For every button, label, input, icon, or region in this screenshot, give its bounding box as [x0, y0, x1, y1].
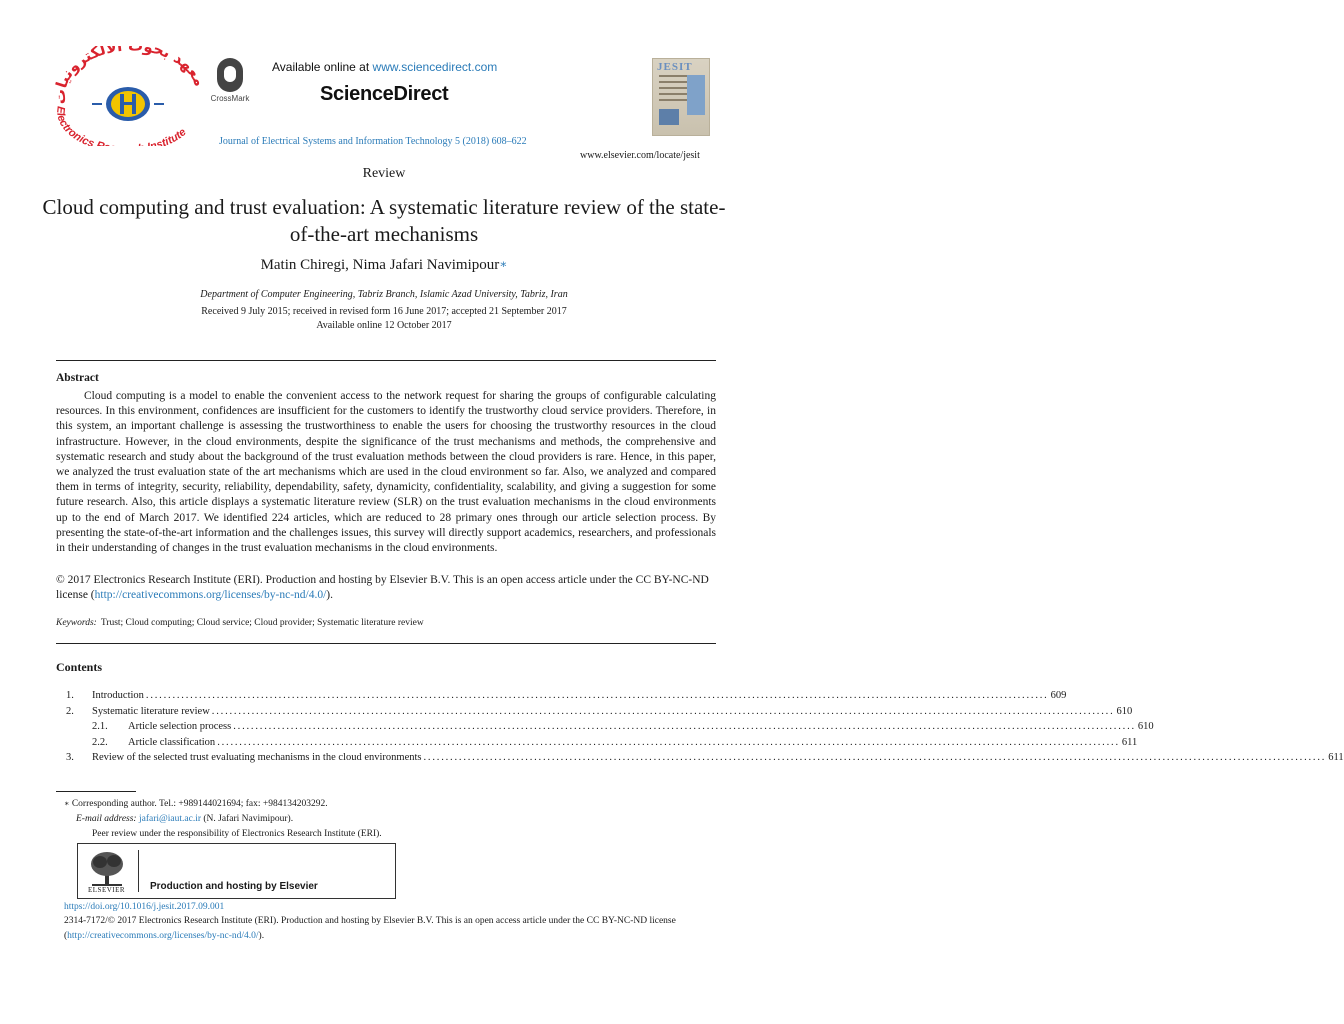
toc-number: 3. [66, 752, 74, 763]
corresponding-author-note [64, 799, 328, 809]
journal-cover-title: JESIT [657, 61, 693, 73]
affiliation: Department of Computer Engineering, Tabriz Branch, Islamic Azad University, Tabriz, Iran [200, 289, 568, 300]
toc-label: Article selection process [128, 721, 232, 732]
toc-number: 2.1. [92, 721, 108, 732]
production-hosting-label: Production and hosting by Elsevier [150, 881, 318, 892]
license-link[interactable]: http://creativecommons.org/licenses/by-nc-nd/4.0/ [94, 589, 327, 602]
peer-review-note: Peer review under the responsibility of Electronics Research Institute (ERI). [92, 829, 382, 839]
journal-cover-image [652, 58, 710, 136]
issn-text: 2314-7172/© 2017 Electronics Research Institute (ERI). Production and hosting by Elsevier B.V. This is an open access article under the CC BY-NC-ND license ( [64, 916, 676, 941]
toc-entry[interactable] [56, 720, 1154, 734]
email-link[interactable]: jafari@iaut.ac.ir [138, 814, 202, 824]
crossmark-icon[interactable] [210, 58, 250, 110]
publisher-logo [36, 46, 216, 146]
journal-cover-photo-2 [659, 109, 679, 125]
journal-cover-lines [659, 75, 689, 105]
toc-page: 610 [1116, 706, 1133, 717]
contents-heading: Contents [56, 660, 103, 674]
publisher-logo-arabic: معهد بحو الالكترونيات [50, 46, 209, 105]
issn-suffix: ). [258, 931, 265, 941]
divider [56, 360, 716, 361]
journal-reference[interactable]: Journal of Electrical Systems and Information Technology 5 (2018) 608–622 [219, 136, 527, 147]
authors-text: Matin Chiregi, Nima Jafari Navimipour [260, 257, 500, 273]
toc-label: Review of the selected trust evaluating mechanisms in the cloud environments [92, 752, 422, 763]
corresp-text: Corresponding author. Tel.: +989144021694; fax: +984134203292. [71, 799, 328, 809]
elsevier-production-box [77, 843, 396, 899]
toc-label: Systematic literature review [92, 706, 210, 717]
crossmark-label: CrossMark [210, 94, 250, 103]
toc-entry[interactable] [56, 736, 1138, 750]
issn-license-note [64, 914, 716, 944]
received-dates: Received 9 July 2015; received in revised form 16 June 2017; accepted 21 September 2017 [201, 306, 567, 317]
license-link[interactable]: http://creativecommons.org/licenses/by-nc-nd/4.0/ [67, 931, 259, 941]
available-prefix: Available online at [272, 60, 373, 74]
toc-entry[interactable] [56, 751, 1344, 765]
toc-leader: ............................................................................................................................................................................................................ [145, 690, 1049, 701]
email-note [76, 814, 293, 824]
email-label: E-mail address: [76, 814, 137, 824]
footnote-mark: ∗ [64, 799, 70, 808]
toc-number: 2. [66, 706, 74, 717]
elsevier-tree-icon [86, 850, 128, 890]
elsevier-wordmark: ELSEVIER [88, 886, 126, 894]
toc-label: Introduction [92, 690, 144, 701]
toc-page: 611 [1121, 737, 1138, 748]
sciencedirect-link[interactable]: www.sciencedirect.com [372, 60, 498, 74]
toc-number: 2.2. [92, 737, 108, 748]
footnote-rule [56, 791, 136, 792]
copyright-text: © 2017 Electronics Research Institute (ERI). Production and hosting by Elsevier B.V. This is an open access article under the CC BY-NC-ND license ( [56, 574, 709, 602]
abstract-heading: Abstract [56, 372, 99, 384]
toc-number: 1. [66, 690, 74, 701]
divider [56, 643, 716, 644]
publisher-logo-english: Electronics stitute [53, 105, 189, 146]
journal-url[interactable]: www.elsevier.com/locate/jesit [580, 150, 700, 161]
article-title: Cloud computing and trust evaluation: A systematic literature review of the state-of-the-art mechanisms [42, 195, 726, 246]
author-list [0, 257, 768, 274]
keywords-label: Keywords: [56, 618, 97, 628]
doi-link[interactable]: https://doi.org/10.1016/j.jesit.2017.09.001 [64, 902, 225, 912]
toc-leader: ............................................................................................................................................................................................................ [423, 752, 1327, 763]
toc-page: 610 [1137, 721, 1154, 732]
abstract-body: Cloud computing is a model to enable the convenient access to the network request for sharing the groups of configurable calculating resources. In this environment, confidences are insufficient for the customers to identify the trustworthy cloud service providers. Therefore, in this system, an important challenge is assessing the trustworthiness to enable the users for choosing the trustworthy resources in the cloud infrastructure. However, in the cloud environments, despite the significance of the trust mechanisms and methods, the comprehensive and systematic research and study about the background of the trust evaluation methods between the cloud providers is rare. Hence, in this paper, we analyzed the trust evaluation state of the art mechanisms which are used in the cloud environment so far. Also, we analyzed and compared them in terms of integrity, security, reliability, dependability, safety, dynamicity, confidentiality, scalability, and giving a suggestion for some future research. Also, this article displays a systematic literature review (SLR) on the trust evaluation mechanisms in the cloud environments up to the end of March 2017. We identified 224 articles, which are reduced to 28 primary ones through our article selection process. By presenting the state-of-the-art information and the challenges issues, this survey will directly support academics, researchers, and professionals in their understanding of changes in the trust evaluation mechanisms in the cloud environments. [56, 390, 716, 555]
keywords-list: Trust; Cloud computing; Cloud service; Cloud provider; Systematic literature review [100, 618, 424, 628]
toc-page: 609 [1050, 690, 1067, 701]
available-online [272, 60, 497, 74]
corresponding-author-mark[interactable]: ∗ [499, 257, 508, 271]
divider [138, 850, 139, 892]
available-online-date: Available online 12 October 2017 [316, 320, 452, 331]
toc-leader: ............................................................................................................................................................................................................ [233, 721, 1136, 732]
article-type: Review [362, 166, 406, 181]
copyright-suffix: ). [326, 589, 334, 602]
toc-leader: ............................................................................................................................................................................................................ [211, 706, 1115, 717]
keywords [56, 618, 424, 628]
toc-page: 611 [1328, 752, 1344, 763]
toc-entry[interactable] [56, 689, 1067, 703]
sciencedirect-brand: ScienceDirect [320, 83, 449, 105]
copyright-notice [56, 573, 716, 603]
journal-cover-photo [687, 75, 705, 115]
toc-label: Article classification [128, 737, 216, 748]
toc-entry[interactable] [56, 705, 1133, 719]
email-suffix: (N. Jafari Navimipour). [201, 814, 294, 824]
toc-leader: ............................................................................................................................................................................................................ [217, 737, 1120, 748]
